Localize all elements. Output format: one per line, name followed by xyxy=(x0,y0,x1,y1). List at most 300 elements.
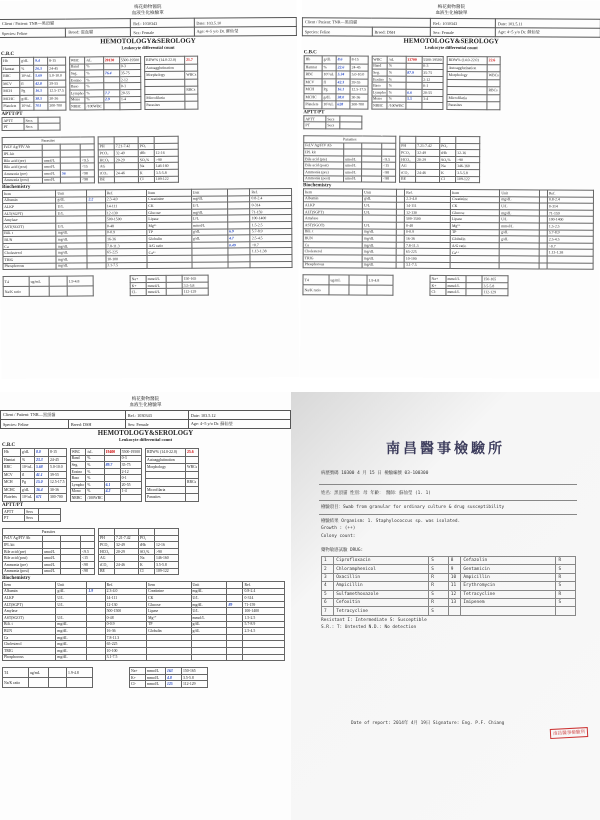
report-date-line: Date of report: 2014年 4月 19日 Signature: Eng. P.F. Chiang xyxy=(351,721,505,726)
aptt-name: APTT xyxy=(2,117,24,124)
drug-cell: Chloramphenicol xyxy=(334,565,429,573)
cbc-unit: % xyxy=(322,63,336,71)
bio-cell: mg/dL xyxy=(56,654,87,661)
gas-name: PO₂ xyxy=(440,143,456,150)
bio-cell: mg/dL xyxy=(191,209,227,216)
tail-cell: 150-165 xyxy=(182,668,208,675)
table-row xyxy=(2,176,94,183)
bio-cell: CK xyxy=(451,203,500,210)
age-dr-field xyxy=(188,420,290,429)
specimen-line: 檢驗項目：Swab from granular for ordinary culture & drug susceptibility xyxy=(321,505,505,510)
tail-cell xyxy=(49,286,67,296)
table-row xyxy=(3,286,93,297)
bio-cell: 0.8-2.4 xyxy=(250,195,292,202)
table-row xyxy=(2,102,66,110)
tail-cell: K+ xyxy=(130,282,146,289)
morph-name: Morphology xyxy=(447,72,487,80)
bio-cell: 12-130 xyxy=(105,601,146,608)
gas-head xyxy=(99,528,115,535)
diff-unit: % xyxy=(86,462,104,469)
tail-cell: 4.8 xyxy=(166,674,182,681)
gas-name: Na xyxy=(139,555,155,562)
spacer xyxy=(396,275,426,296)
cbc-name: Hb xyxy=(304,56,322,64)
wbc-value: 20130 xyxy=(103,57,119,64)
bio-cell: Lipase xyxy=(450,216,499,223)
cbc-value: 701 xyxy=(34,102,48,110)
test-ref: <98 xyxy=(80,170,94,177)
cbc-unit: 10⁶/uL xyxy=(21,464,35,472)
bio-cell: ALKP xyxy=(303,202,362,209)
bio-cell: Ca²⁺ xyxy=(147,249,192,256)
tail-cell xyxy=(367,285,393,295)
drug-cell: R xyxy=(556,573,576,581)
test-ref: <98 xyxy=(382,169,396,176)
morph-name: Parasites xyxy=(145,101,185,109)
bio-cell: mmol/L xyxy=(191,222,227,229)
gas-name: Cl xyxy=(139,568,155,575)
gas-ref: >90 xyxy=(155,548,179,555)
table-row xyxy=(3,654,285,661)
age-field: Age: 4~5 y/o xyxy=(497,29,520,35)
bio-cell: Glucose xyxy=(451,209,500,216)
gas-name: PCO₂ xyxy=(400,149,416,156)
morph-value: RBCs xyxy=(186,479,199,487)
table-row xyxy=(3,464,67,472)
patient-info-table xyxy=(0,410,291,429)
test-unit: umol/L xyxy=(42,170,60,177)
column-header: Item xyxy=(303,189,362,196)
hospital-header xyxy=(0,392,291,408)
bio-cell: 100-1400 xyxy=(250,215,292,222)
bio-cell: 500-1500 xyxy=(405,216,451,223)
cbc-unit: Pg xyxy=(20,87,34,95)
gas-name: AG xyxy=(99,555,115,562)
lab-report-sheet-2 xyxy=(300,0,600,379)
drug-cell: Cefoxitin xyxy=(334,598,429,606)
cbc-section xyxy=(0,55,297,111)
species-field: Species: Feline xyxy=(1,420,69,429)
tail-cell xyxy=(166,289,182,296)
table-row xyxy=(322,607,576,615)
drug-cell: 1 xyxy=(322,557,334,565)
morph-name: Autoagglutination xyxy=(146,456,186,464)
table-row xyxy=(70,495,141,502)
cbc-name: MCHC xyxy=(2,95,20,103)
bio-cell: 14-111 xyxy=(405,203,451,210)
tail-cell: Na+ xyxy=(130,668,146,675)
diff-value: 89.7 xyxy=(104,462,120,469)
aptt-name: PT xyxy=(304,122,326,129)
table-row xyxy=(3,486,67,494)
test-ref: <15 xyxy=(382,162,396,169)
morph-value: WBCs xyxy=(187,465,198,470)
table-row xyxy=(146,479,199,487)
lab-stamp: 南昌醫事檢驗所 xyxy=(550,727,589,739)
bio-cell: U/L xyxy=(500,203,540,210)
bio-cell: Bili. t xyxy=(3,230,56,237)
diff-unit: % xyxy=(387,83,405,90)
lab-report-sheet-3 xyxy=(0,392,291,820)
bio-cell: 0-0.9 xyxy=(106,229,148,236)
bio-cell: Phosphorous xyxy=(3,654,56,661)
diff-ref: 35-75 xyxy=(120,462,141,469)
drug-cell: 11 xyxy=(448,582,461,590)
bio-cell: mg/dL xyxy=(191,588,227,595)
special-tests-table xyxy=(2,136,95,184)
tail-cell: mmol/L xyxy=(146,282,166,289)
divider xyxy=(319,500,577,501)
cbc-unit: g/dL xyxy=(20,57,34,65)
aptt-value xyxy=(340,122,362,129)
diff-value xyxy=(104,455,120,462)
cbc-ref: 24-45 xyxy=(48,65,66,73)
bio-cell: 12-130 xyxy=(105,209,147,216)
test-ref: <15 xyxy=(81,555,95,562)
table-row xyxy=(130,674,208,681)
bio-cell: Amylase xyxy=(303,215,362,222)
bio-cell: 0.8-2.4 xyxy=(547,197,593,204)
diff-name: Baso xyxy=(69,83,85,90)
tail-cell xyxy=(466,289,482,296)
cbc-value: 16.1 xyxy=(336,86,350,94)
drug-cell: Erythromycin xyxy=(461,582,556,590)
test-ref xyxy=(81,535,95,542)
cbc-unit: 10³/uL xyxy=(322,101,336,109)
ref-field: Ref.: 1030343 xyxy=(431,18,496,27)
table-row xyxy=(99,568,179,575)
diff-value: 2.9 xyxy=(103,96,119,103)
bio-cell: 2.5-4.5 xyxy=(243,628,285,635)
drug-cell: S xyxy=(429,607,449,615)
cbc-unit: 10³/uL xyxy=(20,102,34,110)
table-row xyxy=(322,590,576,598)
bio-cell: Albumin xyxy=(3,588,56,595)
bio-cell: Phosphorous xyxy=(303,261,362,268)
aptt-unit: Secs xyxy=(326,116,340,123)
gas-name: PO₂ xyxy=(139,535,155,542)
drug-cell: 2 xyxy=(322,565,334,573)
bio-cell: Creatinine xyxy=(147,588,191,595)
tail-cell: mmol/L xyxy=(146,674,166,681)
electrolyte-table xyxy=(130,275,209,296)
table-row xyxy=(99,528,179,535)
column-header: Item xyxy=(3,190,56,197)
bio-cell xyxy=(147,654,191,661)
morph-value xyxy=(487,102,500,110)
table-row xyxy=(3,621,285,628)
bio-cell: mg/dL xyxy=(362,235,396,242)
test-name: Ammonia (pre) xyxy=(304,169,344,176)
diff-name: Lympho xyxy=(71,482,85,487)
bio-cell: 71-159 xyxy=(243,601,285,608)
morph-name xyxy=(146,479,186,487)
diff-ref: 35-75 xyxy=(422,70,443,77)
column-header: Unit xyxy=(191,189,227,196)
bio-cell: ALT(SGPT) xyxy=(3,210,56,217)
table-row xyxy=(3,508,61,515)
table-row xyxy=(3,276,93,287)
drug-cell: S xyxy=(556,598,576,606)
test-unit: umol/L xyxy=(344,169,362,176)
test-name: Ammonia (post) xyxy=(304,175,344,182)
gas-name: PCO₂ xyxy=(99,542,115,549)
bio-cell: mg/dL xyxy=(191,601,227,608)
cbc-unit: fl xyxy=(21,471,35,479)
record-number-line: 病歷號碼 10300 4 月 15 日 檢驗編號 03-100300 xyxy=(321,471,429,476)
tail-cell xyxy=(29,286,49,296)
cbc-name: Platelets xyxy=(2,103,20,111)
result-colony: Colony count: xyxy=(321,534,356,539)
bio-cell: Glucose xyxy=(147,209,192,216)
diff-value: 6.6 xyxy=(406,89,422,96)
bio-cell: 2.3-4.0 xyxy=(405,196,451,203)
gas-ref: 3.5-5.8 xyxy=(155,561,179,568)
cbc-ref: 39-55 xyxy=(48,80,66,88)
bio-cell: 65-225 xyxy=(404,249,450,256)
wbc-name: WBC xyxy=(70,449,86,456)
wbc-unit: /uL xyxy=(86,449,104,456)
drug-susceptibility-table xyxy=(321,556,576,616)
diff-name: Seg. xyxy=(372,69,388,76)
diff-name: Eosino xyxy=(69,77,85,84)
bio-cell: AST(SGOT) xyxy=(3,615,56,622)
table-row xyxy=(70,455,141,462)
diff-name: Seg. xyxy=(70,462,86,469)
bio-cell: U/L xyxy=(56,615,87,622)
cbc-unit: % xyxy=(21,456,35,464)
bio-cell: U/L xyxy=(56,223,87,230)
tail-cell: 3.5-5.8 xyxy=(182,674,208,681)
bio-cell: 500-1500 xyxy=(105,216,147,223)
diff-unit: % xyxy=(387,63,405,70)
test-ref: <9.5 xyxy=(382,156,396,163)
cbc-name: Platelets xyxy=(304,101,322,109)
test-value xyxy=(362,176,382,183)
bio-cell: 1.13-1.38 xyxy=(250,248,292,255)
diff-ref: 20-55 xyxy=(119,90,140,97)
tail-cell: 112-129 xyxy=(482,289,508,296)
drug-cell: R xyxy=(556,590,576,598)
drug-cell: Ciprofloxacin xyxy=(334,557,429,565)
rdw-value: 22.6 xyxy=(487,57,500,65)
tail-cell: 1.9-4.8 xyxy=(67,668,93,678)
drug-cell: R xyxy=(556,557,576,565)
bio-cell: 5.7-8.9 xyxy=(547,230,593,237)
wbc-ref: 5500-19500 xyxy=(423,57,442,62)
biochemistry-table xyxy=(2,188,293,270)
column-header xyxy=(87,582,105,589)
blood-gas-table xyxy=(98,136,179,184)
rdw-table xyxy=(446,56,500,110)
table-row xyxy=(70,468,141,475)
cbc-ref: 39-55 xyxy=(49,471,67,479)
test-name: FeLV Ag/FIV Ab xyxy=(304,142,344,149)
doctor-field: Dr. 蘇仙瑩 xyxy=(213,421,233,426)
cbc-ref: 24-45 xyxy=(49,456,67,464)
rdw-value: 25.6 xyxy=(186,449,199,457)
bio-cell xyxy=(87,262,105,269)
bio-cell: Lipase xyxy=(147,216,192,223)
bio-cell: TRIG xyxy=(3,648,56,655)
bio-cell: 2.5-4.5 xyxy=(250,235,292,242)
bio-cell: mg/dL xyxy=(56,641,87,648)
bio-cell: 3.1-7.5 xyxy=(105,654,146,661)
cbc-ref: 8-15 xyxy=(48,57,66,65)
test-name: FeLV Ag/FIV Ab xyxy=(2,144,42,151)
blood-gas-table xyxy=(98,528,179,575)
bio-cell: 3.1-7.5 xyxy=(404,262,450,269)
bio-cell: Albumin xyxy=(303,195,362,202)
bio-cell: 2.5-4.5 xyxy=(547,236,593,243)
bio-cell: 100-1400 xyxy=(243,608,285,615)
table-row xyxy=(322,565,576,573)
table-row xyxy=(3,628,285,635)
test-name: Ammonia (pre) xyxy=(3,561,43,568)
blood-gas-table xyxy=(399,136,480,184)
rdw-name: RDW% (14.0-22.0) xyxy=(146,449,186,457)
table-row xyxy=(70,462,141,469)
diff-ref xyxy=(120,495,141,502)
ref-field: Ref.: 1030343 xyxy=(125,411,188,420)
tail-cell xyxy=(67,678,93,688)
diff-ref: 0-3 xyxy=(422,63,443,70)
bio-cell: mmol/L xyxy=(500,223,540,230)
bio-cell: 2.2 xyxy=(87,196,105,203)
tail-cell xyxy=(49,276,67,286)
bio-cell: mg/dL xyxy=(362,248,396,255)
sex-field: Sex: Female xyxy=(431,27,496,36)
bio-cell: Phosphorous xyxy=(3,263,56,270)
gas-ref: 12-16 xyxy=(456,150,480,157)
drug-cell: S xyxy=(556,565,576,573)
diff-unit: % xyxy=(86,481,104,488)
electrolytes-section xyxy=(1,274,299,297)
diff-ref: 35-75 xyxy=(119,70,140,77)
bio-cell: 0.8-2.4 xyxy=(243,588,285,595)
gas-ref: 32-49 xyxy=(115,542,139,549)
test-name: Ammonia (pre) xyxy=(2,170,42,177)
table-row xyxy=(3,588,285,595)
cbc-ref: 30-36 xyxy=(49,486,67,494)
gas-ref: 20-29 xyxy=(115,548,139,555)
tail-cell: Cl- xyxy=(130,289,146,296)
table-row xyxy=(322,598,576,606)
tail-cell: 1.9-4.8 xyxy=(67,276,93,286)
table-row xyxy=(3,542,95,549)
cbc-unit: 10⁶/uL xyxy=(20,72,34,80)
gas-name: HCO₃ xyxy=(98,156,114,163)
tail-cell xyxy=(349,285,367,295)
column-header: Ref. xyxy=(243,582,285,589)
table-row xyxy=(3,608,285,615)
aptt-name: PT xyxy=(2,124,24,131)
wbc-value: 13700 xyxy=(406,56,422,63)
bio-cell: TP xyxy=(450,229,499,236)
differential-table xyxy=(371,56,444,110)
aptt-unit: Secs xyxy=(25,508,39,515)
drug-cell: Gentamicin xyxy=(461,565,556,573)
diff-ref: 2-12 xyxy=(120,468,141,475)
age-field: Age: 4~5 y/o xyxy=(190,421,213,426)
gas-name: tHb xyxy=(440,150,456,157)
tail-cell: mmol/L xyxy=(446,276,466,283)
test-value xyxy=(60,176,80,183)
table-row xyxy=(3,456,67,464)
morph-name: Microfilaria xyxy=(146,486,186,494)
tail-cell xyxy=(67,286,93,296)
tail-cell: Cl- xyxy=(430,289,446,296)
bio-cell xyxy=(539,263,547,270)
gas-ref: 7.21-7.42 xyxy=(115,535,139,542)
bio-cell xyxy=(191,648,227,655)
bio-cell: mg/dL xyxy=(56,628,87,635)
diff-unit: % xyxy=(86,475,104,482)
column-header: Item xyxy=(147,189,192,196)
special-tests-table xyxy=(303,135,396,183)
cbc-value: 5.34 xyxy=(336,71,350,79)
table-row xyxy=(70,481,141,488)
drug-cell: 9 xyxy=(448,565,461,573)
cbc-value: 671 xyxy=(35,494,49,502)
tail-cell: mmol/L xyxy=(446,282,466,289)
drug-title: 藥物敏感試驗 DRUG: xyxy=(321,548,364,553)
bio-cell: AST(SGOT) xyxy=(3,223,56,230)
aptt-heading: APTT/PT xyxy=(303,109,325,116)
table-row xyxy=(303,261,593,269)
gas-name: BE xyxy=(400,176,416,183)
table-row xyxy=(3,449,67,457)
bio-cell xyxy=(243,641,285,648)
test-name: FeLV Ag/FIV Ab xyxy=(3,535,43,542)
drug-cell: R xyxy=(429,598,449,606)
cbc-unit: g/dL xyxy=(21,449,35,457)
table-row xyxy=(99,542,179,549)
table-row xyxy=(3,668,93,678)
bio-cell: g/dL xyxy=(191,628,227,635)
bio-cell: TP xyxy=(147,621,191,628)
diff-value: 4.2 xyxy=(104,488,120,495)
test-ref: <9.5 xyxy=(81,548,95,555)
divider xyxy=(319,514,577,515)
patient-info-table xyxy=(302,17,600,38)
gas-ref: 7.21-7.42 xyxy=(114,143,138,150)
gas-name: BE xyxy=(98,176,114,183)
bio-cell: U/L xyxy=(56,210,87,217)
gas-name: tCO₂ xyxy=(98,170,114,177)
bio-cell: Glucose xyxy=(147,601,191,608)
cbc-value: 42.8 xyxy=(34,80,48,88)
diff-name: NRBC xyxy=(69,103,85,110)
bio-cell: 7.8-11.3 xyxy=(404,242,450,249)
bio-cell: 14-111 xyxy=(105,595,146,602)
diff-unit: % xyxy=(86,455,104,462)
morph-value xyxy=(185,64,198,72)
table-row xyxy=(99,555,179,562)
electrolyte-table xyxy=(429,275,508,296)
bio-cell: 71-159 xyxy=(547,210,593,217)
table-row xyxy=(322,557,576,565)
lab-title: 南昌醫事檢驗所 xyxy=(386,441,505,457)
test-unit: umol/L xyxy=(43,561,61,568)
test-unit: umol/L xyxy=(42,163,60,170)
gas-ref: 20-29 xyxy=(114,156,138,163)
parasites-heading: Parasites xyxy=(3,528,95,535)
cbc-name: RBC xyxy=(3,464,21,472)
tail-cell xyxy=(49,668,67,678)
tail-cell: 150-165 xyxy=(482,276,508,283)
cbc-value: 38.5 xyxy=(34,95,48,103)
